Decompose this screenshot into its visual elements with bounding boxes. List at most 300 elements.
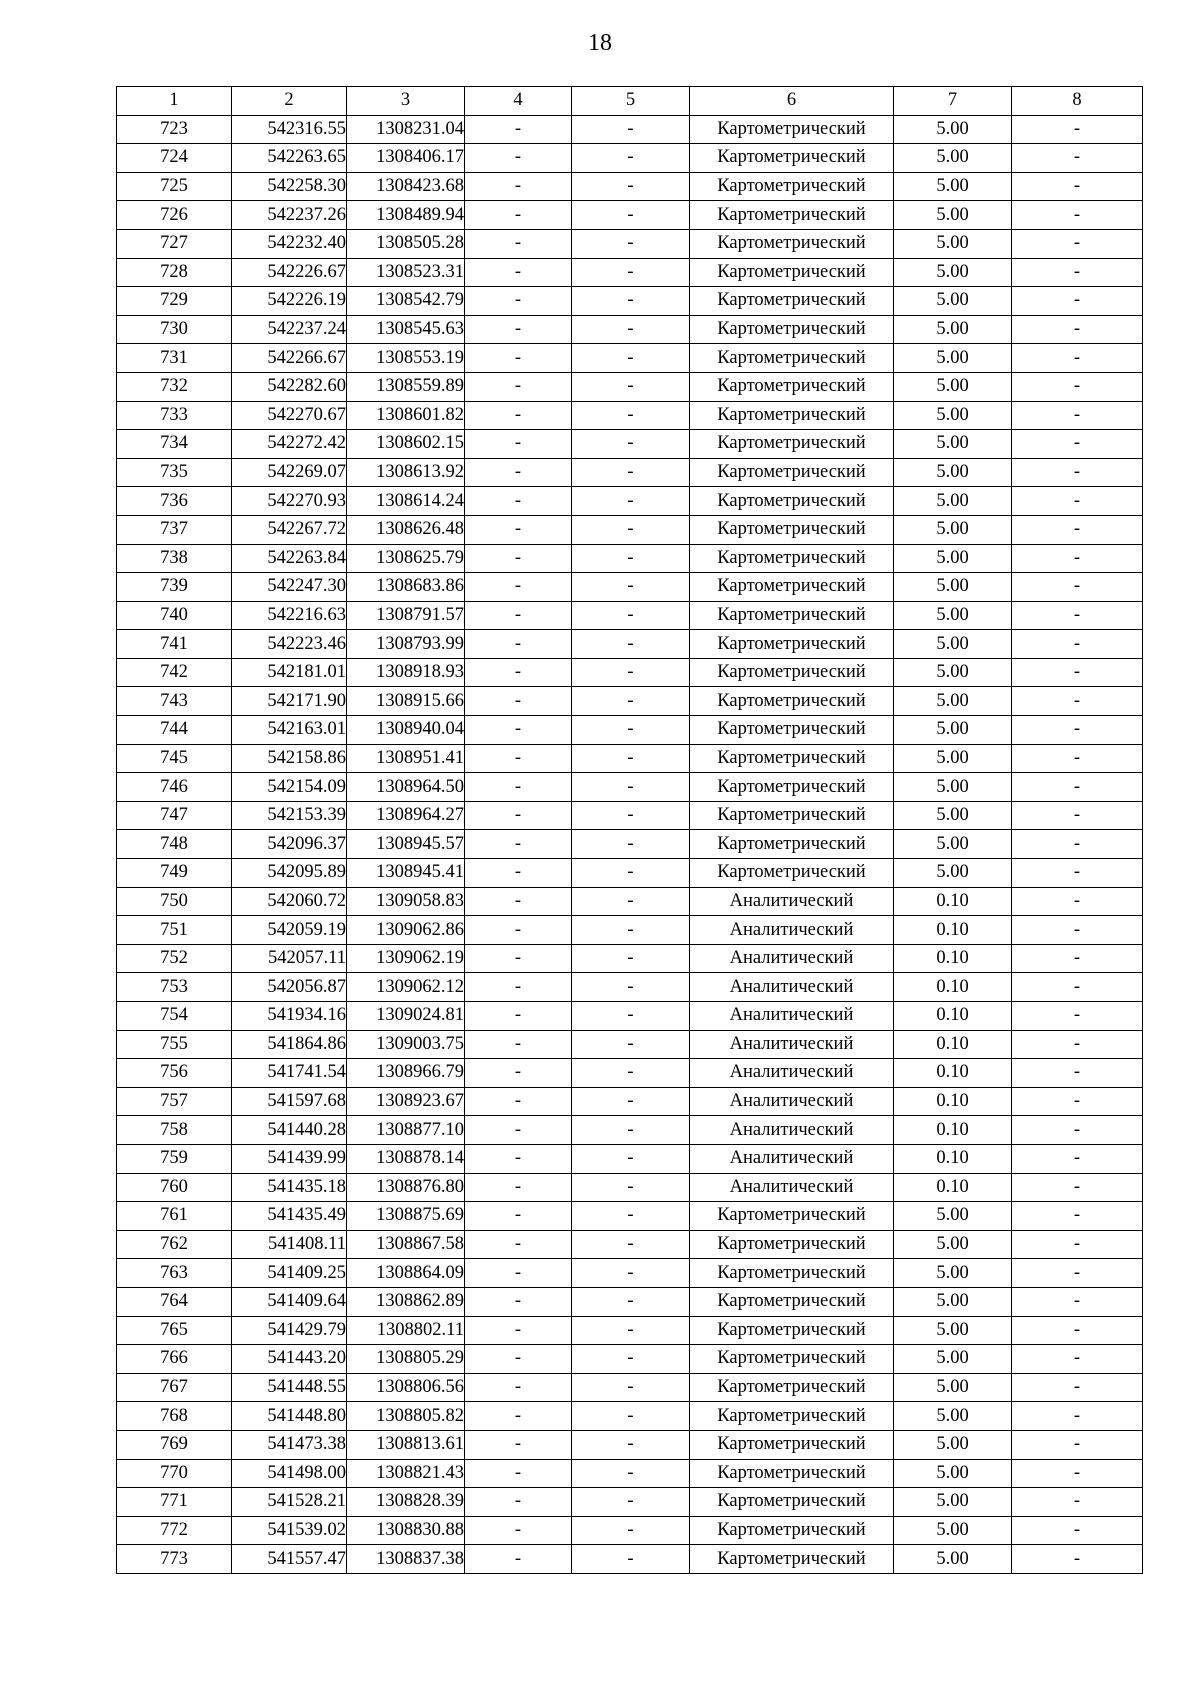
table-cell: 542154.09 bbox=[232, 773, 347, 802]
table-row bbox=[117, 372, 1143, 401]
table-cell: - bbox=[465, 515, 572, 544]
table-cell: - bbox=[1012, 973, 1143, 1002]
table-row bbox=[117, 144, 1143, 173]
table-cell: 751 bbox=[117, 916, 232, 945]
table-cell: - bbox=[465, 430, 572, 459]
table-cell: - bbox=[465, 973, 572, 1002]
table-cell: - bbox=[1012, 401, 1143, 430]
table-cell: 541864.86 bbox=[232, 1030, 347, 1059]
table-cell: 5.00 bbox=[894, 773, 1012, 802]
table-cell: 1308877.10 bbox=[347, 1116, 465, 1145]
table-cell: 747 bbox=[117, 801, 232, 830]
table-cell: 5.00 bbox=[894, 115, 1012, 144]
table-cell: 746 bbox=[117, 773, 232, 802]
table-cell: - bbox=[465, 1259, 572, 1288]
table-cell: - bbox=[572, 1087, 690, 1116]
table-cell: 541429.79 bbox=[232, 1316, 347, 1345]
table-cell: - bbox=[465, 1087, 572, 1116]
table-cell: 5.00 bbox=[894, 601, 1012, 630]
table-row bbox=[117, 1287, 1143, 1316]
table-cell: - bbox=[465, 630, 572, 659]
table-cell: 542060.72 bbox=[232, 887, 347, 916]
table-cell: 1308802.11 bbox=[347, 1316, 465, 1345]
table-cell: 1308523.31 bbox=[347, 258, 465, 287]
table-cell: 773 bbox=[117, 1545, 232, 1574]
table-cell: 541539.02 bbox=[232, 1516, 347, 1545]
table-cell: - bbox=[572, 1373, 690, 1402]
table-cell: - bbox=[572, 287, 690, 316]
table-cell: 5.00 bbox=[894, 1402, 1012, 1431]
table-cell: 541409.25 bbox=[232, 1259, 347, 1288]
table-cell: - bbox=[1012, 1459, 1143, 1488]
table-cell: 542258.30 bbox=[232, 172, 347, 201]
table-row bbox=[117, 1059, 1143, 1088]
table-cell: 542237.26 bbox=[232, 201, 347, 230]
table-cell: 5.00 bbox=[894, 1259, 1012, 1288]
table-cell: 1309062.19 bbox=[347, 944, 465, 973]
table-row bbox=[117, 201, 1143, 230]
table-cell: - bbox=[572, 201, 690, 230]
table-cell: - bbox=[1012, 172, 1143, 201]
table-row bbox=[117, 658, 1143, 687]
table-cell: 1308864.09 bbox=[347, 1259, 465, 1288]
table-cell: 739 bbox=[117, 573, 232, 602]
table-cell: 542263.84 bbox=[232, 544, 347, 573]
table-cell: Аналитический bbox=[690, 1002, 894, 1031]
table-cell: 769 bbox=[117, 1430, 232, 1459]
table-cell: 723 bbox=[117, 115, 232, 144]
table-cell: 5.00 bbox=[894, 1373, 1012, 1402]
table-cell: - bbox=[465, 1144, 572, 1173]
table-cell: 5.00 bbox=[894, 372, 1012, 401]
table-cell: - bbox=[572, 1230, 690, 1259]
table-row bbox=[117, 515, 1143, 544]
table-cell: - bbox=[1012, 1430, 1143, 1459]
table-cell: - bbox=[1012, 287, 1143, 316]
table-cell: 542272.42 bbox=[232, 430, 347, 459]
table-cell: 756 bbox=[117, 1059, 232, 1088]
table-cell: 1308542.79 bbox=[347, 287, 465, 316]
table-cell: - bbox=[465, 601, 572, 630]
table-cell: - bbox=[465, 172, 572, 201]
table-cell: - bbox=[572, 172, 690, 201]
table-cell: 1308545.63 bbox=[347, 315, 465, 344]
table-cell: - bbox=[465, 344, 572, 373]
table-cell: - bbox=[572, 1144, 690, 1173]
table-row bbox=[117, 1488, 1143, 1517]
table-cell: 541435.18 bbox=[232, 1173, 347, 1202]
table-cell: Картометрический bbox=[690, 487, 894, 516]
table-cell: 5.00 bbox=[894, 287, 1012, 316]
table-cell: - bbox=[572, 315, 690, 344]
column-header-7: 7 bbox=[894, 87, 1012, 116]
table-cell: Картометрический bbox=[690, 430, 894, 459]
table-cell: - bbox=[1012, 744, 1143, 773]
table-cell: 727 bbox=[117, 229, 232, 258]
table-row bbox=[117, 1116, 1143, 1145]
table-row bbox=[117, 801, 1143, 830]
table-cell: - bbox=[572, 973, 690, 1002]
table-cell: - bbox=[465, 887, 572, 916]
table-cell: - bbox=[465, 687, 572, 716]
table-cell: - bbox=[1012, 573, 1143, 602]
table-cell: Аналитический bbox=[690, 944, 894, 973]
table-cell: 5.00 bbox=[894, 1459, 1012, 1488]
table-row bbox=[117, 1459, 1143, 1488]
table-row bbox=[117, 1259, 1143, 1288]
table-cell: - bbox=[572, 401, 690, 430]
table-cell: 541439.99 bbox=[232, 1144, 347, 1173]
table-cell: Картометрический bbox=[690, 1345, 894, 1374]
table-cell: 0.10 bbox=[894, 1030, 1012, 1059]
table-cell: Картометрический bbox=[690, 201, 894, 230]
table-cell: 734 bbox=[117, 430, 232, 459]
table-row bbox=[117, 573, 1143, 602]
table-cell: 1308867.58 bbox=[347, 1230, 465, 1259]
column-header-2: 2 bbox=[232, 87, 347, 116]
table-cell: 733 bbox=[117, 401, 232, 430]
table-cell: 732 bbox=[117, 372, 232, 401]
table-cell: 5.00 bbox=[894, 229, 1012, 258]
table-cell: - bbox=[572, 372, 690, 401]
table-cell: 542270.67 bbox=[232, 401, 347, 430]
table-cell: - bbox=[465, 944, 572, 973]
table-cell: 758 bbox=[117, 1116, 232, 1145]
table-cell: - bbox=[465, 801, 572, 830]
table-cell: - bbox=[572, 1402, 690, 1431]
table-cell: - bbox=[1012, 658, 1143, 687]
table-cell: 1308837.38 bbox=[347, 1545, 465, 1574]
table-cell: 1309058.83 bbox=[347, 887, 465, 916]
table-cell: 542059.19 bbox=[232, 916, 347, 945]
table-cell: 541409.64 bbox=[232, 1287, 347, 1316]
table-cell: - bbox=[572, 515, 690, 544]
table-row bbox=[117, 315, 1143, 344]
table-row bbox=[117, 859, 1143, 888]
table-cell: - bbox=[465, 1402, 572, 1431]
table-cell: - bbox=[465, 1316, 572, 1345]
table-header bbox=[117, 87, 1143, 116]
table-cell: 541408.11 bbox=[232, 1230, 347, 1259]
table-cell: 542266.67 bbox=[232, 344, 347, 373]
table-cell: 1308553.19 bbox=[347, 344, 465, 373]
table-cell: - bbox=[572, 144, 690, 173]
table-cell: 5.00 bbox=[894, 658, 1012, 687]
table-cell: 752 bbox=[117, 944, 232, 973]
table-cell: 731 bbox=[117, 344, 232, 373]
table-cell: 738 bbox=[117, 544, 232, 573]
table-cell: - bbox=[572, 1545, 690, 1574]
table-cell: 1308489.94 bbox=[347, 201, 465, 230]
table-cell: 1308876.80 bbox=[347, 1173, 465, 1202]
table-cell: - bbox=[1012, 773, 1143, 802]
table-row bbox=[117, 773, 1143, 802]
table-cell: Аналитический bbox=[690, 1144, 894, 1173]
table-cell: 5.00 bbox=[894, 430, 1012, 459]
table-cell: 542171.90 bbox=[232, 687, 347, 716]
table-cell: Картометрический bbox=[690, 1459, 894, 1488]
table-cell: Аналитический bbox=[690, 916, 894, 945]
table-cell: 5.00 bbox=[894, 1516, 1012, 1545]
table-cell: 1308862.89 bbox=[347, 1287, 465, 1316]
table-cell: 735 bbox=[117, 458, 232, 487]
table-cell: - bbox=[572, 1002, 690, 1031]
table-cell: - bbox=[1012, 801, 1143, 830]
table-cell: - bbox=[465, 1287, 572, 1316]
table-cell: - bbox=[572, 487, 690, 516]
table-cell: 0.10 bbox=[894, 1173, 1012, 1202]
table-cell: - bbox=[1012, 601, 1143, 630]
table-cell: - bbox=[572, 344, 690, 373]
table-cell: 541440.28 bbox=[232, 1116, 347, 1145]
table-cell: - bbox=[572, 1116, 690, 1145]
table-cell: 542263.65 bbox=[232, 144, 347, 173]
table-cell: - bbox=[465, 1116, 572, 1145]
table-cell: Картометрический bbox=[690, 372, 894, 401]
table-cell: 1308806.56 bbox=[347, 1373, 465, 1402]
table-cell: 541473.38 bbox=[232, 1430, 347, 1459]
table-cell: Картометрический bbox=[690, 801, 894, 830]
table-cell: 1308828.39 bbox=[347, 1488, 465, 1517]
table-cell: 745 bbox=[117, 744, 232, 773]
table-cell: Картометрический bbox=[690, 1430, 894, 1459]
table-cell: 726 bbox=[117, 201, 232, 230]
table-cell: Картометрический bbox=[690, 229, 894, 258]
table-cell: - bbox=[572, 859, 690, 888]
table-row bbox=[117, 1545, 1143, 1574]
table-cell: Аналитический bbox=[690, 1059, 894, 1088]
table-row bbox=[117, 458, 1143, 487]
table-cell: Картометрический bbox=[690, 1516, 894, 1545]
table-cell: Картометрический bbox=[690, 830, 894, 859]
table-cell: Картометрический bbox=[690, 859, 894, 888]
table-row bbox=[117, 916, 1143, 945]
table-row bbox=[117, 544, 1143, 573]
table-cell: 1308964.27 bbox=[347, 801, 465, 830]
table-cell: Картометрический bbox=[690, 401, 894, 430]
table-cell: 736 bbox=[117, 487, 232, 516]
table-row bbox=[117, 630, 1143, 659]
table-cell: Аналитический bbox=[690, 1030, 894, 1059]
table-cell: - bbox=[465, 315, 572, 344]
table-cell: 1308945.57 bbox=[347, 830, 465, 859]
table-cell: - bbox=[1012, 430, 1143, 459]
table-cell: - bbox=[465, 1545, 572, 1574]
table-cell: - bbox=[465, 1516, 572, 1545]
table-cell: - bbox=[1012, 1373, 1143, 1402]
table-cell: 749 bbox=[117, 859, 232, 888]
table-row bbox=[117, 944, 1143, 973]
table-cell: Картометрический bbox=[690, 716, 894, 745]
table-cell: 542057.11 bbox=[232, 944, 347, 973]
table-cell: 765 bbox=[117, 1316, 232, 1345]
table-row bbox=[117, 973, 1143, 1002]
table-cell: - bbox=[465, 716, 572, 745]
table-cell: Картометрический bbox=[690, 315, 894, 344]
table-cell: - bbox=[465, 1173, 572, 1202]
table-cell: - bbox=[572, 658, 690, 687]
table-cell: - bbox=[572, 716, 690, 745]
table-cell: 0.10 bbox=[894, 1144, 1012, 1173]
table-cell: Картометрический bbox=[690, 601, 894, 630]
table-cell: 5.00 bbox=[894, 401, 1012, 430]
table-cell: - bbox=[465, 287, 572, 316]
table-cell: 5.00 bbox=[894, 1430, 1012, 1459]
table-cell: - bbox=[1012, 687, 1143, 716]
table-cell: 1308613.92 bbox=[347, 458, 465, 487]
header-row bbox=[117, 87, 1143, 116]
table-cell: 1308875.69 bbox=[347, 1202, 465, 1231]
table-cell: - bbox=[465, 1230, 572, 1259]
table-cell: 5.00 bbox=[894, 573, 1012, 602]
table-cell: 5.00 bbox=[894, 1230, 1012, 1259]
table-cell: 724 bbox=[117, 144, 232, 173]
table-row bbox=[117, 716, 1143, 745]
table-cell: - bbox=[572, 1173, 690, 1202]
table-cell: 0.10 bbox=[894, 1116, 1012, 1145]
table-cell: 541597.68 bbox=[232, 1087, 347, 1116]
table-cell: - bbox=[572, 229, 690, 258]
table-cell: Картометрический bbox=[690, 115, 894, 144]
table-cell: 1308793.99 bbox=[347, 630, 465, 659]
table-cell: Картометрический bbox=[690, 258, 894, 287]
column-header-1: 1 bbox=[117, 87, 232, 116]
table-cell: - bbox=[1012, 487, 1143, 516]
table-cell: - bbox=[1012, 1087, 1143, 1116]
table-cell: 0.10 bbox=[894, 973, 1012, 1002]
table-row bbox=[117, 258, 1143, 287]
table-cell: Картометрический bbox=[690, 1287, 894, 1316]
table-cell: 743 bbox=[117, 687, 232, 716]
table-cell: 1308805.82 bbox=[347, 1402, 465, 1431]
table-cell: - bbox=[465, 1430, 572, 1459]
table-cell: 754 bbox=[117, 1002, 232, 1031]
table-cell: - bbox=[465, 487, 572, 516]
table-cell: - bbox=[1012, 716, 1143, 745]
table-cell: - bbox=[465, 1030, 572, 1059]
table-cell: - bbox=[465, 1059, 572, 1088]
table-row bbox=[117, 1087, 1143, 1116]
table-cell: - bbox=[465, 658, 572, 687]
table-cell: 742 bbox=[117, 658, 232, 687]
table-cell: 5.00 bbox=[894, 515, 1012, 544]
table-cell: 541741.54 bbox=[232, 1059, 347, 1088]
table-cell: 771 bbox=[117, 1488, 232, 1517]
table-cell: - bbox=[465, 544, 572, 573]
table-cell: Картометрический bbox=[690, 144, 894, 173]
table-cell: - bbox=[1012, 1316, 1143, 1345]
table-cell: - bbox=[465, 744, 572, 773]
table-cell: - bbox=[572, 801, 690, 830]
table-cell: - bbox=[465, 916, 572, 945]
table-cell: 1308423.68 bbox=[347, 172, 465, 201]
table-cell: - bbox=[572, 887, 690, 916]
table-cell: - bbox=[1012, 859, 1143, 888]
table-row bbox=[117, 1230, 1143, 1259]
table-cell: 1308601.82 bbox=[347, 401, 465, 430]
table-cell: 5.00 bbox=[894, 830, 1012, 859]
table-cell: 1308945.41 bbox=[347, 859, 465, 888]
table-cell: 741 bbox=[117, 630, 232, 659]
table-row bbox=[117, 1402, 1143, 1431]
table-cell: 759 bbox=[117, 1144, 232, 1173]
table-cell: - bbox=[1012, 1030, 1143, 1059]
table-cell: - bbox=[1012, 229, 1143, 258]
table-cell: 542223.46 bbox=[232, 630, 347, 659]
table-row bbox=[117, 1030, 1143, 1059]
table-cell: - bbox=[1012, 1516, 1143, 1545]
table-cell: - bbox=[1012, 830, 1143, 859]
column-header-5: 5 bbox=[572, 87, 690, 116]
table-cell: Аналитический bbox=[690, 1087, 894, 1116]
table-cell: 5.00 bbox=[894, 172, 1012, 201]
table-cell: - bbox=[572, 1488, 690, 1517]
table-cell: 764 bbox=[117, 1287, 232, 1316]
table-cell: 1308559.89 bbox=[347, 372, 465, 401]
table-cell: 1308940.04 bbox=[347, 716, 465, 745]
table-cell: 757 bbox=[117, 1087, 232, 1116]
table-cell: - bbox=[465, 401, 572, 430]
table-cell: 1308614.24 bbox=[347, 487, 465, 516]
table-cell: 5.00 bbox=[894, 544, 1012, 573]
table-cell: 0.10 bbox=[894, 1002, 1012, 1031]
table-cell: - bbox=[1012, 201, 1143, 230]
table-cell: - bbox=[572, 830, 690, 859]
page-number: 18 bbox=[588, 30, 612, 56]
table-row bbox=[117, 687, 1143, 716]
table-cell: 748 bbox=[117, 830, 232, 859]
table-cell: - bbox=[465, 1002, 572, 1031]
table-cell: Картометрический bbox=[690, 773, 894, 802]
table-cell: - bbox=[465, 573, 572, 602]
table-cell: - bbox=[572, 1459, 690, 1488]
table-cell: - bbox=[1012, 944, 1143, 973]
table-cell: 541934.16 bbox=[232, 1002, 347, 1031]
table-cell: 5.00 bbox=[894, 744, 1012, 773]
table-cell: - bbox=[572, 744, 690, 773]
table-cell: - bbox=[1012, 1259, 1143, 1288]
table-cell: 542056.87 bbox=[232, 973, 347, 1002]
table-cell: 725 bbox=[117, 172, 232, 201]
table-cell: - bbox=[572, 458, 690, 487]
table-cell: 542316.55 bbox=[232, 115, 347, 144]
table-cell: - bbox=[572, 1345, 690, 1374]
table-cell: 542153.39 bbox=[232, 801, 347, 830]
table-cell: - bbox=[465, 773, 572, 802]
table-cell: 5.00 bbox=[894, 458, 1012, 487]
table-cell: 761 bbox=[117, 1202, 232, 1231]
table-cell: 1309003.75 bbox=[347, 1030, 465, 1059]
table-cell: - bbox=[465, 144, 572, 173]
table-cell: 542158.86 bbox=[232, 744, 347, 773]
table-cell: 542226.19 bbox=[232, 287, 347, 316]
table-cell: 0.10 bbox=[894, 944, 1012, 973]
table-row bbox=[117, 229, 1143, 258]
table-cell: Картометрический bbox=[690, 744, 894, 773]
table-cell: 541448.55 bbox=[232, 1373, 347, 1402]
table-row bbox=[117, 1144, 1143, 1173]
table-cell: 5.00 bbox=[894, 1488, 1012, 1517]
table-cell: Аналитический bbox=[690, 887, 894, 916]
table-cell: 1308918.93 bbox=[347, 658, 465, 687]
table-cell: - bbox=[572, 1430, 690, 1459]
table-cell: - bbox=[1012, 115, 1143, 144]
table-cell: 0.10 bbox=[894, 887, 1012, 916]
table-cell: Картометрический bbox=[690, 287, 894, 316]
table-cell: - bbox=[1012, 887, 1143, 916]
table-cell: 770 bbox=[117, 1459, 232, 1488]
table-row bbox=[117, 1316, 1143, 1345]
